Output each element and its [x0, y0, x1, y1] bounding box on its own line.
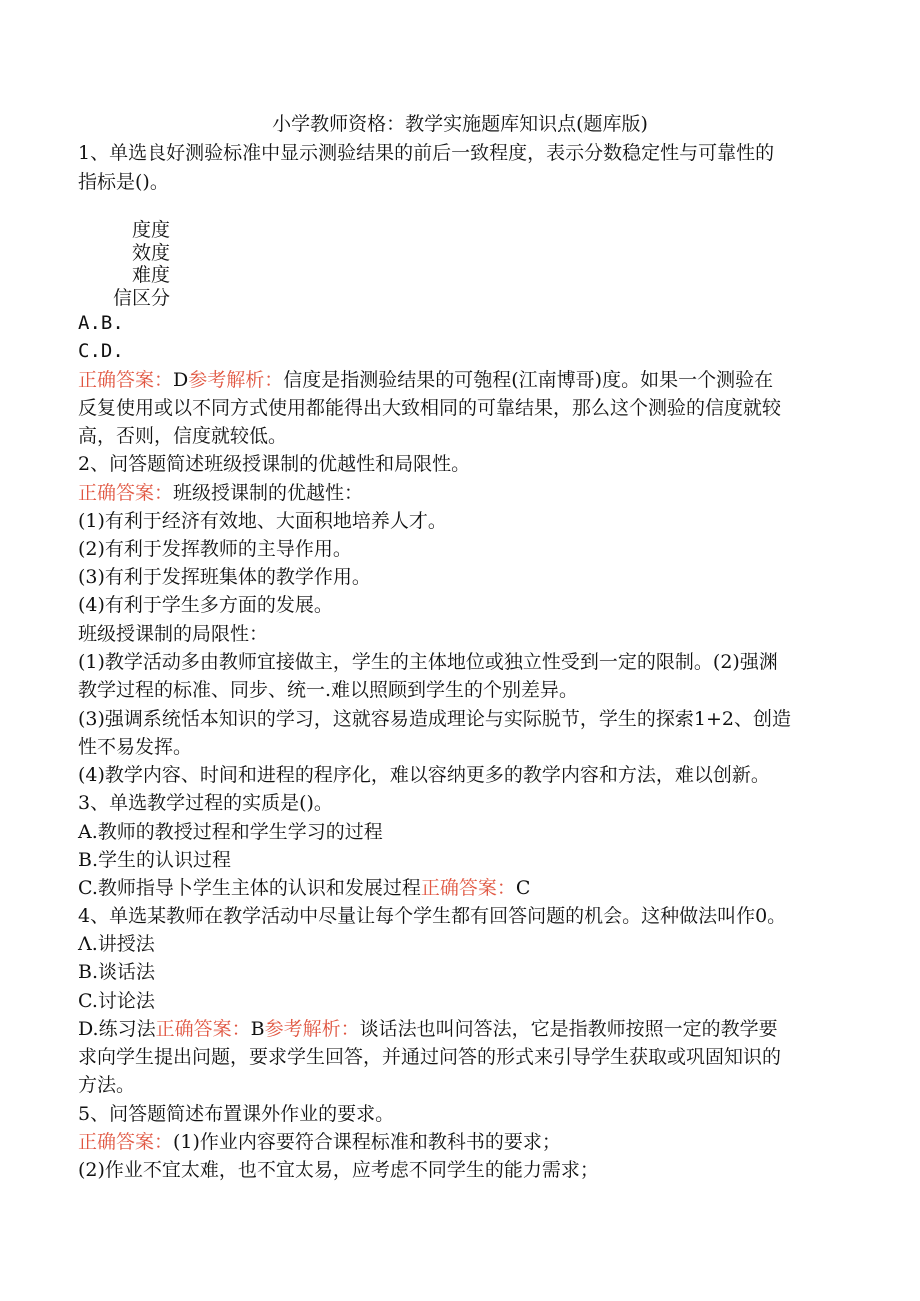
q2-advantage-item: (4)有利于学生多方面的发展。 — [78, 594, 333, 616]
q2-limit-line: (1)教学活动多由教师宜接做主，学生的主体地位或独立性受到一定的限制。(2)强渊 — [78, 651, 778, 673]
q2-stem: 2、问答题简述班级授课制的优越性和局限性。 — [78, 453, 471, 475]
q4-stem: 4、单选某教师在教学活动中尽量让每个学生都有回答问题的机会。这种做法叫作0。 — [78, 905, 787, 927]
q3-option-c: C.教师指导卜学生主体的认识和发展过程 — [78, 877, 421, 899]
q4-option-c: C.讨论法 — [78, 990, 155, 1012]
page-title: 小学教师资格：教学实施题库知识点(题库版) — [272, 113, 648, 135]
q4-option-a: Λ.讲授法 — [78, 933, 155, 955]
answer-label: 正确答案： — [78, 369, 174, 391]
q5-answer-line — [78, 1130, 561, 1154]
analysis-text: 谈话法也叫问答法，它是指教师按照一定的教学要 — [359, 1018, 778, 1040]
q1-analysis-line2: 反复使用或以不同方式使用都能得出大致相同的可靠结果，那么这个测验的信度就较 — [78, 397, 782, 419]
q1-option-ab: A.B. — [78, 312, 124, 334]
q4-analysis-line2: 求向学生提出问题，要求学生回答，并通过问答的形式来引导学生获取或巩固知识的 — [78, 1046, 782, 1068]
answer-label: 正确答案： — [78, 482, 174, 504]
q1-scattered-option: 难度 — [132, 264, 171, 286]
q1-scattered-option: 效度 — [132, 242, 171, 264]
q1-scattered-option: 信区分 — [113, 287, 171, 309]
analysis-label: 参考解析： — [188, 369, 284, 391]
q2-advantage-item: (3)有利于发挥班集体的教学作用。 — [78, 566, 371, 588]
q4-option-b: B.谈话法 — [78, 961, 156, 983]
q2-limit-line: (3)强调系统恬本知识的学习，这就容易造成理论与实际脱节，学生的探索1+2、创造 — [78, 708, 792, 730]
q2-answer-line — [78, 481, 363, 505]
answer-label: 正确答案： — [155, 1018, 251, 1040]
q3-option-c-line — [78, 876, 530, 900]
answer-intro: 班级授课制的优越性： — [173, 482, 364, 504]
answer-value: B — [250, 1018, 265, 1040]
q1-scattered-option: 度度 — [132, 219, 171, 241]
q4-analysis-line3: 方法。 — [78, 1074, 136, 1096]
q4-option-d-line — [78, 1017, 778, 1041]
q1-stem-line2: 指标是()。 — [78, 171, 169, 193]
q3-option-b: B.学生的认识过程 — [78, 849, 232, 871]
answer-value: D — [173, 369, 189, 391]
q3-stem: 3、单选教学过程的实质是()。 — [78, 792, 333, 814]
q3-option-a: A.教师的教授过程和学生学习的过程 — [78, 821, 383, 843]
q1-answer-line — [78, 368, 773, 392]
q1-option-cd: C.D. — [78, 340, 124, 362]
answer-label: 正确答案： — [420, 877, 516, 899]
q2-advantage-item: (2)有利于发挥教师的主导作用。 — [78, 538, 352, 560]
answer-value: C — [515, 877, 531, 899]
q5-answer-line2: (2)作业不宜太难，也不宜太易，应考虑不同学生的能力需求； — [78, 1159, 599, 1181]
q1-analysis-line3: 高，否则，信度就较低。 — [78, 425, 288, 447]
q5-stem: 5、问答题简述布置课外作业的要求。 — [78, 1103, 395, 1125]
q4-option-d: D.练习法 — [78, 1018, 156, 1040]
analysis-text: 信度是指测验结果的可匏程(江南博哥)度。如果一个测验在 — [283, 369, 774, 391]
q1-stem-line1: 1、单选良好测验标准中显示测验结果的前后一致程度，表示分数稳定性与可靠性的 — [78, 142, 775, 164]
answer-text: (1)作业内容要符合课程标准和教科书的要求； — [173, 1131, 561, 1153]
answer-label: 正确答案： — [78, 1131, 174, 1153]
q2-limit-line: (4)教学内容、时间和进程的程序化，难以容纳更多的教学内容和方法，难以创新。 — [78, 764, 770, 786]
q2-limit-line: 教学过程的标准、同步、统一.难以照顾到学生的个别差异。 — [78, 679, 579, 701]
analysis-label: 参考解析： — [264, 1018, 360, 1040]
q2-limit-line: 性不易发挥。 — [78, 736, 193, 758]
q2-limit-heading: 班级授课制的局限性： — [78, 623, 269, 645]
q2-advantage-item: (1)有利于经济有效地、大面积地培养人才。 — [78, 510, 447, 532]
